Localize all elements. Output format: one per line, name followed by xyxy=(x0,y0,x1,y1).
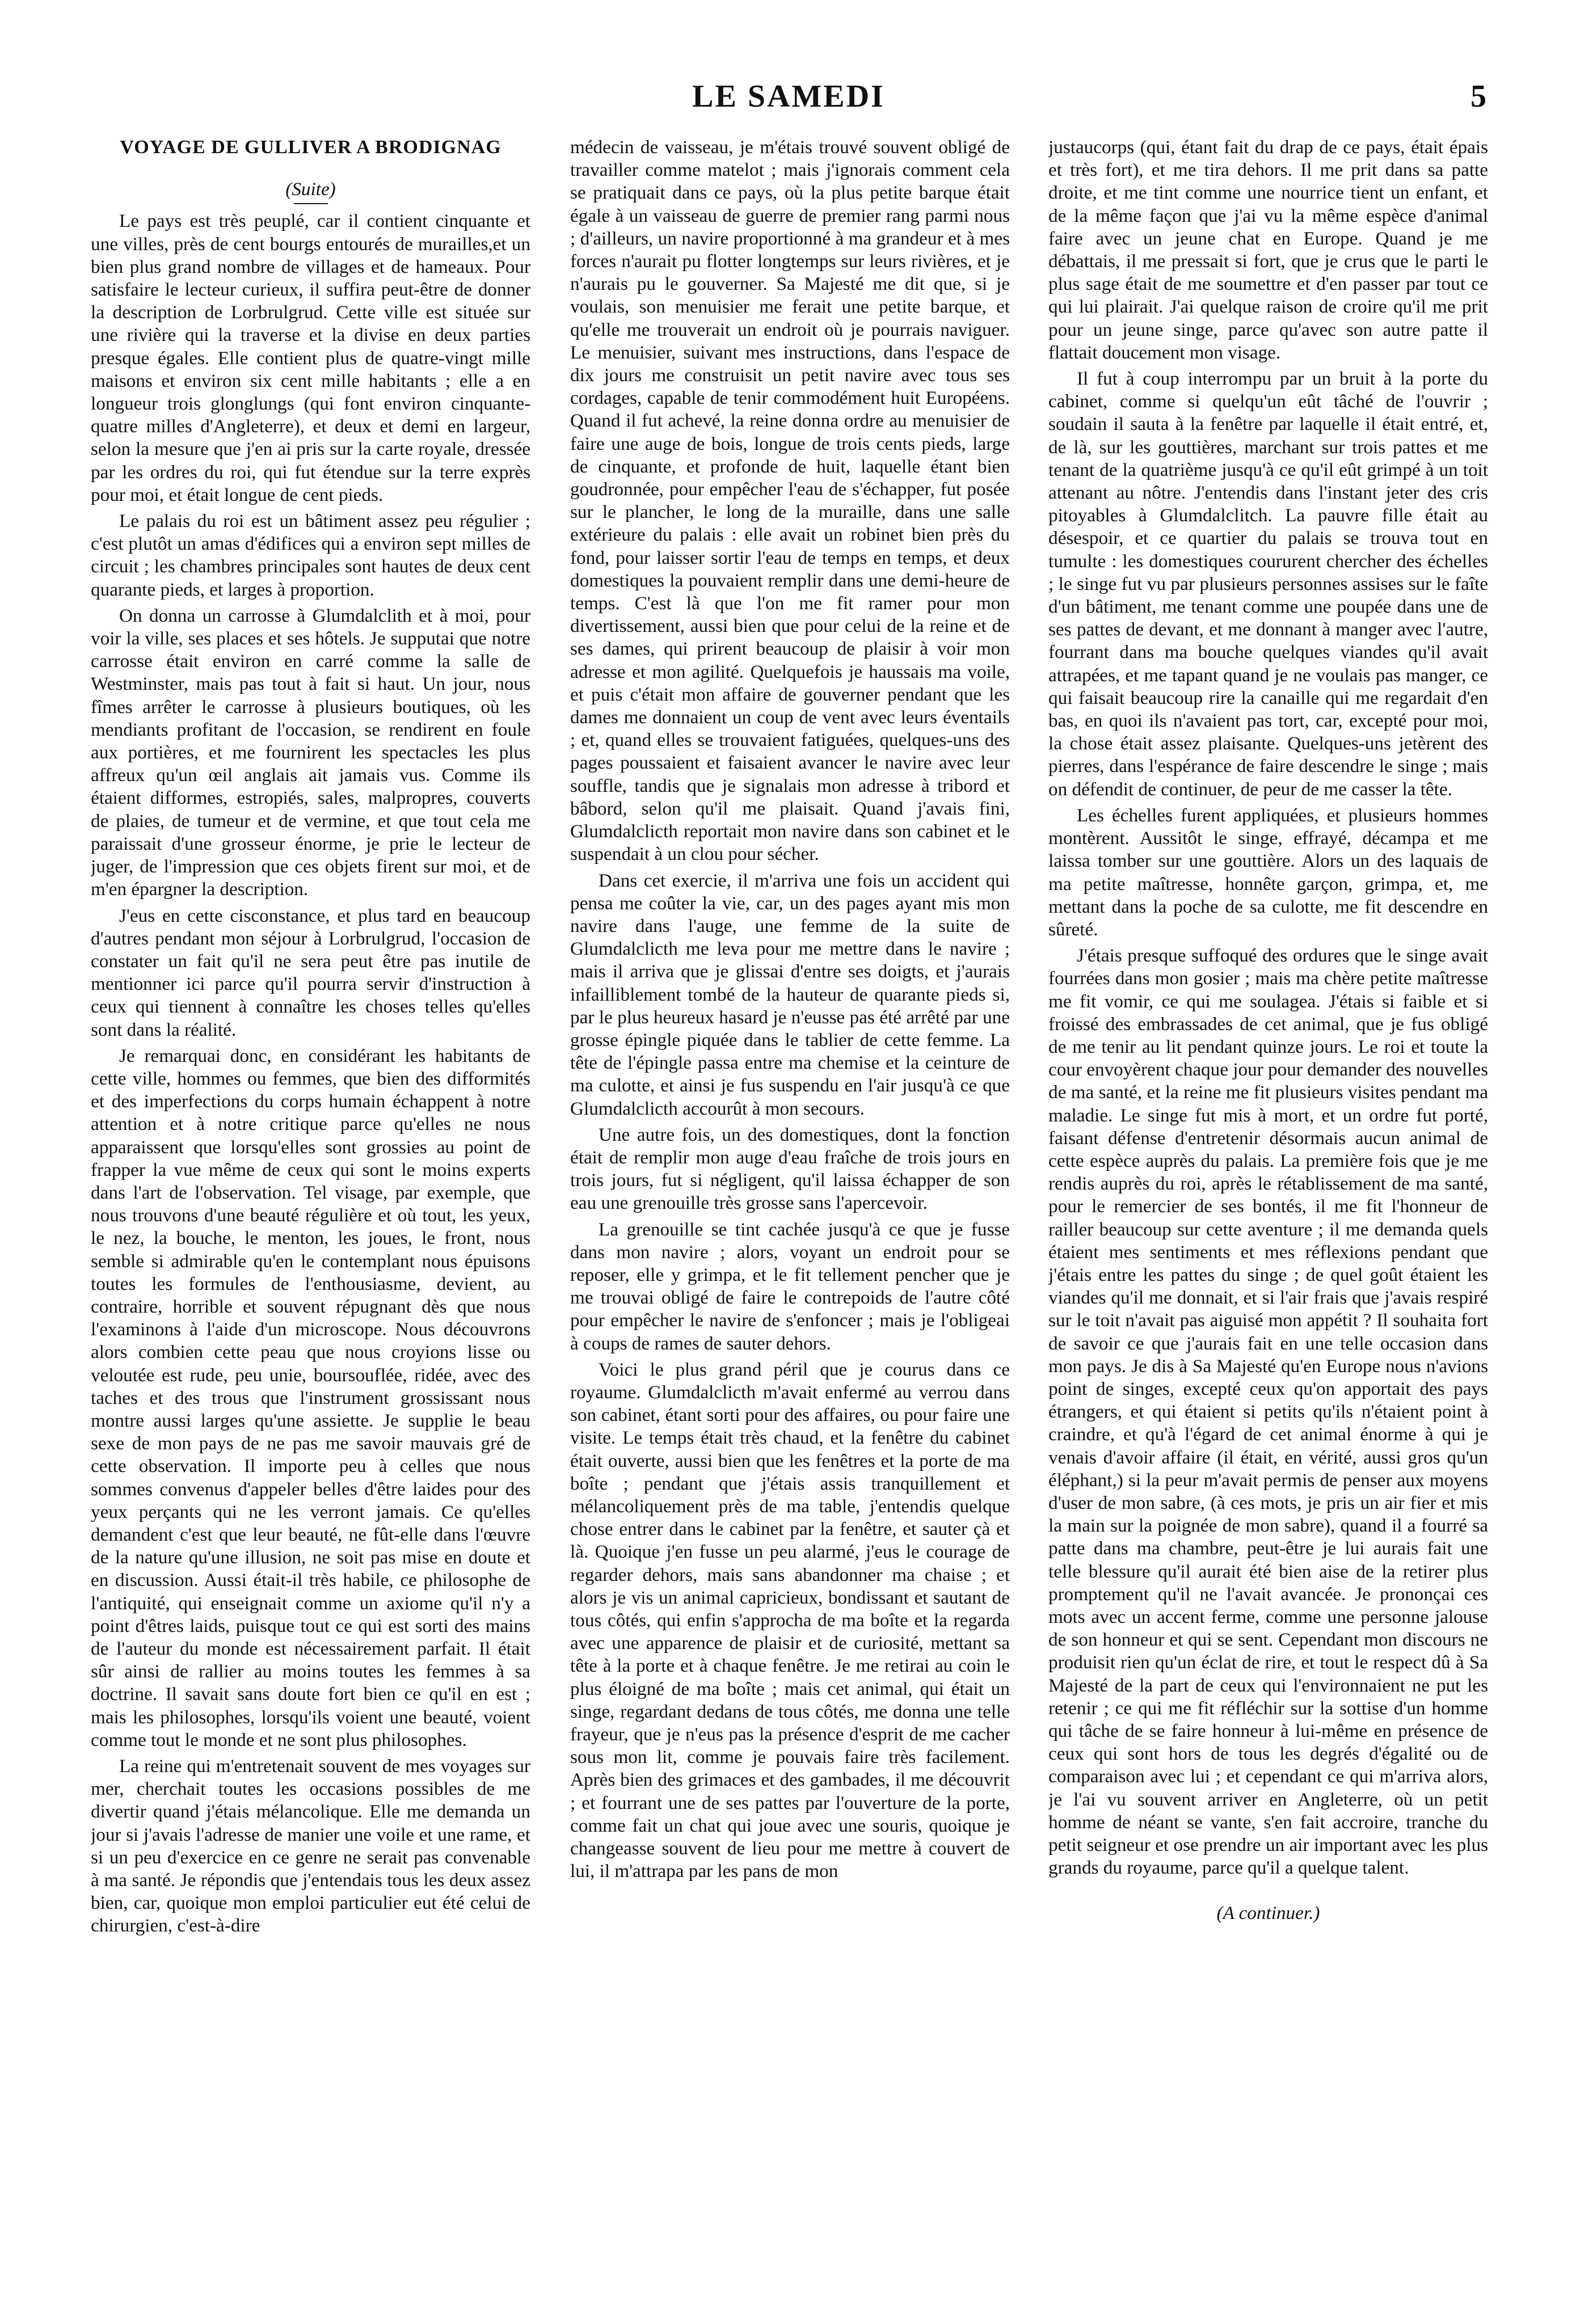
page-number: 5 xyxy=(1471,79,1486,114)
paragraph: J'eus en cette cisconstance, et plus tard en beaucoup d'autres pendant mon séjour à Lorbrulgrud, l'occasion de constater un fait qu'il ne sera peut être pas inutile de mentionner ici parce qu'il pourra servir d'instruction à ceux qui tiennent à connaître les choses telles qu'elles sont dans la réalité. xyxy=(91,905,530,1040)
paragraph: Dans cet exercie, il m'arriva une fois un accident qui pensa me coûter la vie, car, un des pages ayant mis mon navire dans l'auge, une femme de la suite de Glumdalclicth me leva pour me mettre dans le navire ; mais il arriva que je glissai d'entre ses doigts, et j'aurais infailliblement tombé de la hauteur de quarante pieds si, par le plus heureux hasard je n'eusse pas été arrêté par une grosse épingle piquée dans le tablier de cette femme. La tête de l'épingle passa entre ma chemise et la ceinture de ma culotte, et ainsi je fus suspendu en l'air jusqu'à ce que Glumdalclicth accourût à mon secours. xyxy=(570,870,1010,1119)
paragraph: La reine qui m'entretenait souvent de mes voyages sur mer, cherchait toutes les occasions possibles de me divertir quand j'étais mélancolique. Elle me demanda un jour si j'avais l'adresse de manier une voile et une rame, et si un peu d'exercice en ce genre ne serait pas convenable à ma santé. Je répondis que j'entendais tous les deux assez bien, car, quoique mon emploi particulier eut été celui de chirurgien, c'est-à-dire xyxy=(91,1756,530,1937)
paragraph: La grenouille se tint cachée jusqu'à ce que je fusse dans mon navire ; alors, voyant un endroit pour se reposer, elle y grimpa, et le fit tellement pencher que je me trouvai obligé de faire le contrepoids de l'autre côté pour empêcher le navire de s'enfoncer ; mais je l'obligeai à coups de rames de sauter dehors. xyxy=(570,1218,1010,1354)
paragraph: Le pays est très peuplé, car il contient cinquante et une villes, près de cent bourgs entourés de murailles,et un bien plus grand nombre de villages et de hameaux. Pour satisfaire le lecteur curieux, il suffira peut-être de donner la description de Lorbrulgrud. Cette ville est située sur une rivière qui la traverse et la divise en deux parties presque égales. Elle contient plus de quatre-vingt mille maisons et environ six cent mille habitants ; elle a en longueur trois glonglungs (qui font environ cinquante-quatre milles d'Angleterre), et deux et demi en largeur, selon la mesure que j'en ai pris sur la carte royale, dressée par les ordres du roi, qui fut étendue sur la terre exprès pour moi, et était longue de cent pieds. xyxy=(91,210,530,505)
paragraph: Le palais du roi est un bâtiment assez peu régulier ; c'est plutôt un amas d'édifices qui a environ sept milles de circuit ; les chambres principales sont hautes de deux cent quarante pieds, et larges à proportion. xyxy=(91,511,530,600)
text-column-3 xyxy=(1048,136,1488,2280)
text-column-1 xyxy=(91,136,530,2280)
paragraph: médecin de vaisseau, je m'étais trouvé souvent obligé de travailler comme matelot ; mais j'ignorais comment cela se pratiquait dans ce pays, où la plus petite barque était égale à un vaisseau de guerre de premier rang parmi nous ; d'ailleurs, un navire proportionné à ma grandeur et à mes forces n'aurait pu flotter longtemps sur leurs rivières, et je n'aurais pu le gouverner. Sa Majesté me dit que, si je voulais, son menuisier me ferait une petite barque, et qu'elle me trouverait un endroit où je pourrais naviguer. Le menuisier, suivant mes instructions, dans l'espace de dix jours me construisit un petit navire avec tous ses cordages, capable de tenir commodément huit Européens. Quand il fut achevé, la reine donna ordre au menuisier de faire une auge de bois, longue de trois cents pieds, large de cinquante, et profonde de huit, laquelle étant bien goudronnée, pour empêcher l'eau de s'échapper, fut posée sur le plancher, le long de la muraille, dans une salle extérieure du palais : elle avait un robinet bien près du fond, pour laisser sortir l'eau de temps en temps, et deux domestiques la pouvaient remplir dans une demi-heure de temps. C'est là que l'on me fit ramer pour mon divertissement, aussi bien que pour celui de la reine et de ses dames, qui prirent beaucoup de plaisir à voir mon adresse et mon agilité. Quelquefois je haussais ma voile, et puis c'était mon affaire de gouverner pendant que les dames me donnaient un coup de vent avec leurs éventails ; et, quand elles se trouvaient fatiguées, quelques-uns des pages poussaient et faisaient avancer le navire avec leur souffle, tandis que je signalais mon adresse à tribord et bâbord, selon qu'il me plaisait. Quand j'avais fini, Glumdalclicth reportait mon navire dans son cabinet et le suspendait à un clou pour sécher. xyxy=(570,137,1010,865)
newspaper-title: LE SAMEDI xyxy=(692,79,885,114)
text-column-2 xyxy=(570,136,1010,2280)
paragraph: Il fut à coup interrompu par un bruit à la porte du cabinet, comme si quelqu'un eût tâché de l'ouvrir ; soudain il sauta à la fenêtre par laquelle il était entré, et, de là, sur les gouttières, marchant sur trois pattes et me tenant de la quatrième jusqu'à ce qu'il eût grimpé à un toit attenant au nôtre. J'entendis dans l'instant jeter des cris pitoyables à Glumdalclitch. La pauvre fille était au désespoir, et ce quartier du palais se trouva tout en tumulte : les domestiques coururent chercher des échelles ; le singe fut vu par plusieurs personnes assises sur le faîte d'un bâtiment, me tenant comme une poupée dans une de ses pattes de devant, et me donnant à manger avec l'autre, fourrant dans ma bouche quelques viandes qu'il avait attrapées, et me tapant quand je ne voulais pas manger, ce qui faisait beaucoup rire la canaille qui me regardait d'en bas, en quoi ils n'avaient pas tort, car, excepté pour moi, la chose était assez plaisante. Quelques-uns jetèrent des pierres, dans l'espérance de faire descendre le singe ; mais on défendit de continuer, de peur de me casser la tête. xyxy=(1048,368,1488,800)
continued-note: (A continuer.) xyxy=(1216,1903,1320,1924)
paragraph: J'étais presque suffoqué des ordures que le singe avait fourrées dans mon gosier ; mais ma chère petite maîtresse me fit vomir, ce qui me soulagea. J'étais si faible et si froissé des embrassades de cet animal, que je fus obligé de me tenir au lit pendant quinze jours. Le roi et toute la cour envoyèrent chaque jour pour demander des nouvelles de ma santé, et la reine me fit plusieurs visites pendant ma maladie. Le singe fut mis à mort, et un ordre fut porté, faisant défense d'entretenir désormais aucun animal de cette espèce auprès du palais. La première fois que je me rendis auprès du roi, après le rétablissement de ma santé, pour le remercier de ses bontés, il me fit l'honneur de railler beaucoup sur cette aventure ; il me demanda quels étaient mes sentiments et mes réflexions pendant que j'étais entre les pattes du singe ; de quel goût étaient les viandes qu'il me donnait, et si l'air frais que j'avais respiré sur le toit n'avait pas aiguisé mon appétit ? Il souhaita fort de savoir ce que j'aurais fait en une telle occasion dans mon pays. Je dis à Sa Majesté qu'en Europe nous n'avions point de singes, excepté ceux qu'on apportait des pays étrangers, et qui étaient si petits qu'ils n'étaient point à craindre, et qu'à l'égard de cet animal énorme à qui je venais d'avoir affaire (il était, en vérité, aussi gros qu'un éléphant,) si la peur m'avait permis de penser aux moyens d'user de mon sabre, (à ces mots, je pris un air fier et mis la main sur la poignée de mon sabre), quand il a fourré sa patte dans ma chambre, peut-être je lui aurais fait une telle blessure qu'il aurait été bien aise de la retirer plus promptement qu'il ne l'avait avancée. Je prononçai ces mots avec un accent ferme, comme une personne jalouse de son honneur et qui se sent. Cependant mon discours ne produisit rien qu'un éclat de rire, et tout le respect dû à Sa Majesté de la part de ceux qui l'environnaient ne put les retenir ; ce qui me fit réfléchir sur la sottise d'un homme qui tâche de se faire honneur à lui-même en présence de ceux qui sont hors de tous les degrés d'égalité ou de comparaison avec lui ; et cependant ce qui m'arriva alors, je l'ai vu souvent arriver en Angleterre, où un petit homme de néant se vante, s'en fait accroire, tranche du petit seigneur et ose prendre un air important avec les plus grands du royaume, parce qu'il a quelque talent. xyxy=(1048,945,1488,1879)
paragraph: Voici le plus grand péril que je courus dans ce royaume. Glumdalclicth m'avait enfermé au verrou dans son cabinet, étant sorti pour des affaires, ou pour faire une visite. Le temps était très chaud, et la fenêtre du cabinet était ouverte, aussi bien que les fenêtres et la porte de ma boîte ; pendant que j'étais assis tranquillement et mélancoliquement près de ma table, j'entendis quelque chose entrer dans le cabinet par la fenêtre, et sauter çà et là. Quoique j'en fusse un peu alarmé, j'eus le courage de regarder dehors, mais sans abandonner ma chaise ; et alors je vis un animal capricieux, bondissant et sautant de tous côtés, qui enfin s'approcha de ma boîte et la regarda avec une apparence de plaisir et de curiosité, mettant sa tête à la porte et à chaque fenêtre. Je me retirai au coin le plus éloigné de ma boîte ; mais cet animal, qui était un singe, regardant dedans de tous côtés, me donna une telle frayeur, que je n'eus pas la présence d'esprit de me cacher sous mon lit, comme je pouvais faire très facilement. Après bien des grimaces et des gambades, il me découvrit ; et fourrant une de ses pattes par l'ouverture de la porte, comme fait un chat qui joue avec une souris, quoique je changeasse souvent de lieu pour me mettre à couvert de lui, il m'attrapa par les pans de mon xyxy=(570,1359,1010,1882)
paragraph: On donna un carrosse à Glumdalclith et à moi, pour voir la ville, ses places et ses hôtels. Je supputai que notre carrosse était environ en carré comme la salle de Westminster, mais pas tout à fait si haut. Un jour, nous fîmes arrêter le carrosse à plusieurs boutiques, où les mendiants profitant de l'occasion, se rendirent en foule aux portières, et me fournirent les spectacles les plus affreux qu'un œil anglais ait jamais vus. Comme ils étaient difformes, estropiés, sales, malpropres, couverts de plaies, de tumeur et de vermine, et que tout cela me paraissait d'une grosseur énorme, je prie le lecteur de juger, de l'impression que ces objets firent sur moi, et de m'en épargner la description. xyxy=(91,605,530,900)
paragraph: justaucorps (qui, étant fait du drap de ce pays, était épais et très fort), et me tira dehors. Il me prit dans sa patte droite, et me tint comme une nourrice tient un enfant, et de la même façon que j'ai vu la même espèce d'animal faire avec un jeune chat en Europe. Quand je me débattais, il me pressait si fort, que je crus que le parti le plus sage était de me soumettre et d'en passer par tout ce qui lui plairait. J'ai quelque raison de croire qu'il me prit pour un jeune singe, parce qu'avec son autre patte il flattait doucement mon visage. xyxy=(1048,137,1488,363)
article-suite-label: (Suite) xyxy=(285,179,336,200)
paragraph: Je remarquai donc, en considérant les habitants de cette ville, hommes ou femmes, que bien des difformités et des imperfections du corps humain échappent à notre attention et à notre critique parce qu'elles ne nous apparaissent que lorsqu'elles sont grossies au point de frapper la vue même de ceux qui sont le moins experts dans l'art de l'observation. Tel visage, par exemple, que nous trouvons d'une beauté régulière et où tout, les yeux, le nez, la bouche, le menton, les joues, le front, nous semble si admirable qu'en le contemplant nous épuisons toutes les formules de l'enthousiasme, devient, au contraire, horrible et souvent répugnant dès que nous l'examinons à l'aide d'un microscope. Nous découvrons alors combien cette peau que nous croyions lisse ou veloutée est rude, peu unie, boursouflée, ridée, avec des taches et des trous que l'instrument grossissant nous montre aussi larges qu'une assiette. Je supplie le beau sexe de mon pays de ne pas me savoir mauvais gré de cette observation. Il importe peu à celles que nous sommes convenus d'appeler belles d'être laides pour des yeux perçants qui ne les verront jamais. Ce qu'elles demandent c'est que leur beauté, ne fût-elle dans l'œuvre de la nature qu'une illusion, ne soit pas mise en doute et en discussion. Aussi était-il très habile, ce philosophe de l'antiquité, qui enseignait comme un axiome qu'il n'y a point d'êtres laids, puisque tout ce qui est sorti des mains de l'auteur du monde est nécessairement parfait. Il était sûr ainsi de rallier au moins toutes les femmes à sa doctrine. Il savait sans doute fort bien ce qu'il en est ; mais les philosophes, lorsqu'ils voient une beauté, voient comme tout le monde et ne sont plus philosophes. xyxy=(91,1045,530,1751)
page-header xyxy=(91,78,1486,121)
title-rule xyxy=(294,203,328,204)
paragraph: Une autre fois, un des domestiques, dont la fonction était de remplir mon auge d'eau fraîche de trois jours en trois jours, fut si négligent, qu'il laissa échapper de son eau une grenouille très grosse sans l'apercevoir. xyxy=(570,1124,1010,1214)
paragraph: Les échelles furent appliquées, et plusieurs hommes montèrent. Aussitôt le singe, effrayé, décampa et me laissa tomber sur une gouttière. Alors un des laquais de ma petite maîtresse, honnête garçon, grimpa, et, me mettant dans la poche de sa culotte, me fit descendre en sûreté. xyxy=(1048,804,1488,940)
article-title: VOYAGE DE GULLIVER A BRODIGNAG xyxy=(120,137,502,158)
